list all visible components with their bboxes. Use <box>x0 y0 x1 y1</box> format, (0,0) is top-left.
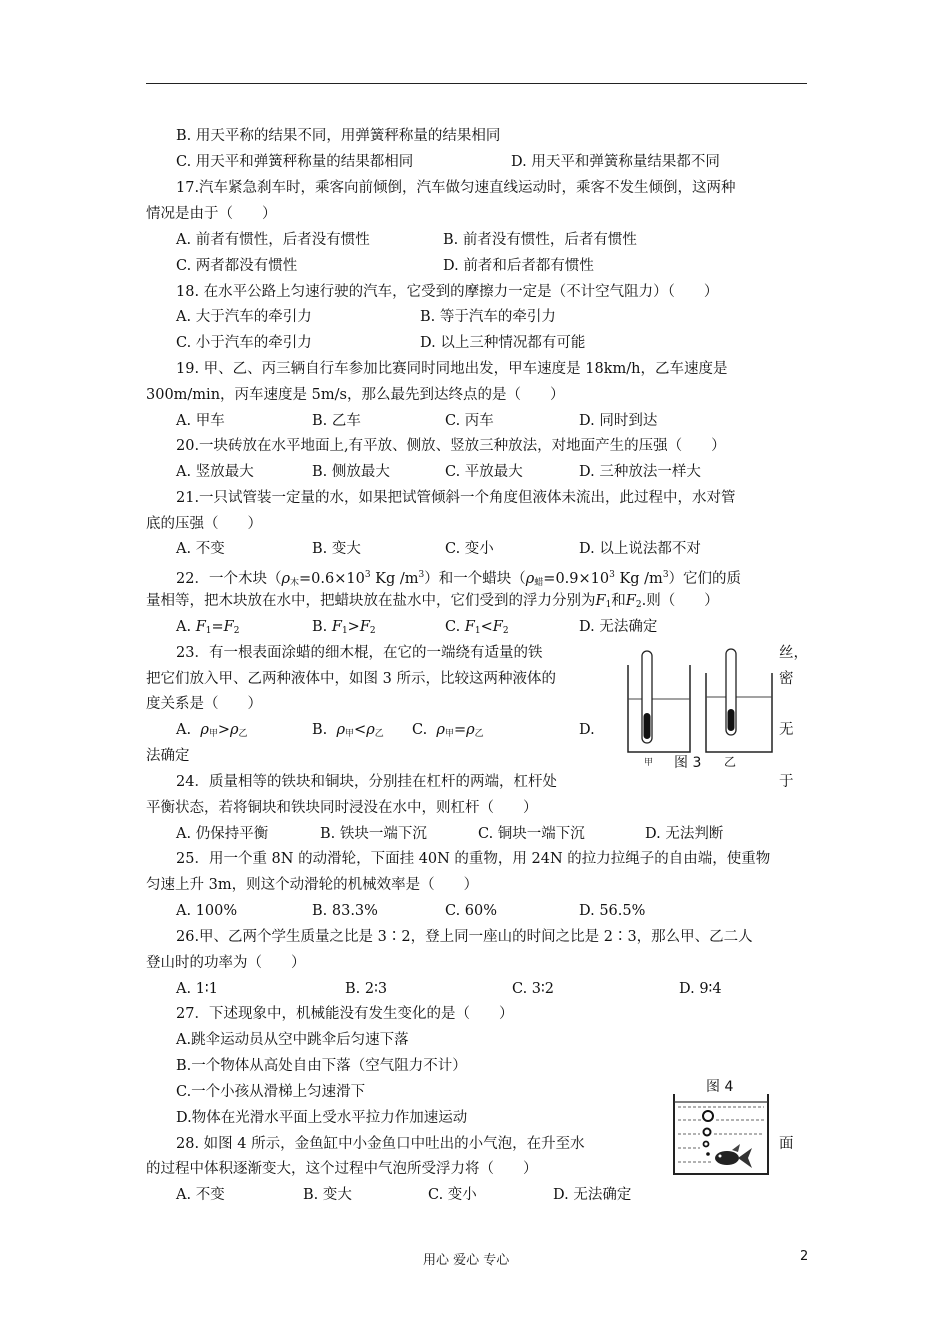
figure-3 <box>626 645 774 773</box>
q26-option-b: B. 2∶3 <box>345 981 388 997</box>
q28-option-c: C. 变小 <box>428 1187 477 1203</box>
q17-option-a: A. 前者有惯性，后者没有惯性 <box>176 232 370 248</box>
q21-option-c: C. 变小 <box>445 541 494 557</box>
q28-option-d: D. 无法确定 <box>553 1187 632 1203</box>
q23-stem-line3: 度关系是（ ） <box>146 696 262 712</box>
q16-option-c: C. 用天平和弹簧秤称量的结果都相同 <box>176 154 414 170</box>
q19-option-d: D. 同时到达 <box>579 413 658 429</box>
q23-option-c: C. $\rho_甲=\rho_乙$ <box>412 722 484 739</box>
q23-stem-line2: 把它们放入甲、乙两种液体中，如图 3 所示，比较这两种液体的 <box>146 671 556 687</box>
q18-option-a: A. 大于汽车的牵引力 <box>176 309 312 325</box>
q19-option-b: B. 乙车 <box>312 413 361 429</box>
q18-option-b: B. 等于汽车的牵引力 <box>420 309 556 325</box>
q27-option-a: A.跳伞运动员从空中跳伞后匀速下落 <box>176 1032 409 1048</box>
figure-4 <box>672 1076 772 1176</box>
q19-option-a: A. 甲车 <box>176 413 225 429</box>
q23-option-d-tail: 无 <box>779 722 794 738</box>
q20-option-a: A. 竖放最大 <box>176 464 254 480</box>
q18-option-d: D. 以上三种情况都有可能 <box>420 335 586 351</box>
q19-option-c: C. 丙车 <box>445 413 494 429</box>
q24-option-c: C. 铜块一端下沉 <box>478 826 585 842</box>
q22-option-a: A. $F_1=F_2$ <box>176 619 240 636</box>
q20-option-b: B. 侧放最大 <box>312 464 390 480</box>
figure-3-left-label: 甲 <box>644 758 654 768</box>
q24-stem-line2: 平衡状态，若将铜块和铁块同时浸没在水中，则杠杆（ ） <box>146 800 538 816</box>
q17-option-d: D. 前者和后者都有惯性 <box>443 258 594 274</box>
q21-stem-line1: 21.一只试管装一定量的水，如果把试管倾斜一个角度但液体未流出，此过程中，水对管 <box>176 490 736 506</box>
q19-stem-line2: 300m/min，丙车速度是 5m/s，那么最先到达终点的是（ ） <box>146 387 565 403</box>
q17-stem-line2: 情况是由于（ ） <box>146 206 277 222</box>
q17-option-b: B. 前者没有惯性，后者有惯性 <box>443 232 637 248</box>
q26-stem-line2: 登山时的功率为（ ） <box>146 955 306 971</box>
q26-stem-line1: 26.甲、乙两个学生质量之比是 3∶2，登上同一座山的时间之比是 2∶3，那么甲、乙二人 <box>176 929 753 945</box>
q24-stem-line1-tail: 于 <box>779 774 794 790</box>
q22-option-b: B. $F_1>F_2$ <box>312 619 376 636</box>
q22-stem-line1: 22．一个木块（$\rho_木=0.6\times 10^3$ Kg $/m^3$）和一个蜡块（$\rho_蜡=0.9\times 10^3$ Kg $/m^3$）它们的质 <box>176 570 742 588</box>
q20-option-d: D. 三种放法一样大 <box>579 464 701 480</box>
q24-stem-line1: 24．质量相等的铁块和铜块，分别挂在杠杆的两端，杠杆处 <box>176 774 557 790</box>
q23-stem-line1: 23．有一根表面涂蜡的细木棍，在它的一端绕有适量的铁 <box>176 645 543 661</box>
q23-option-b: B. $\rho_甲<\rho_乙$ <box>312 722 384 739</box>
q19-stem-line1: 19. 甲、乙、丙三辆自行车参加比赛同时同地出发，甲车速度是 18km/h，乙车速度是 <box>176 361 728 377</box>
q27-stem: 27．下述现象中，机械能没有发生变化的是（ ） <box>176 1006 514 1022</box>
fish-tank-drawing <box>672 1076 772 1176</box>
q21-option-d: D. 以上说法都不对 <box>579 541 701 557</box>
q20-option-c: C. 平放最大 <box>445 464 523 480</box>
q23-stem-line1-tail: 丝， <box>779 645 808 661</box>
q28-option-a: A. 不变 <box>176 1187 225 1203</box>
q16-option-b: B. 用天平称的结果不同，用弹簧秤称量的结果相同 <box>176 128 501 144</box>
page-number: 2 <box>800 1249 809 1264</box>
q22-option-d: D. 无法确定 <box>579 619 658 635</box>
header-rule <box>146 83 807 84</box>
q26-option-a: A. 1∶1 <box>176 981 218 997</box>
q28-stem-line1-tail: 面 <box>779 1136 794 1152</box>
q25-option-d: D. 56.5% <box>579 903 646 919</box>
q25-option-c: C. 60% <box>445 903 498 919</box>
q18-option-c: C. 小于汽车的牵引力 <box>176 335 312 351</box>
q16-option-d: D. 用天平和弹簧称量结果都不同 <box>511 154 720 170</box>
q18-stem: 18. 在水平公路上匀速行驶的汽车，它受到的摩擦力一定是（不计空气阻力）（ ） <box>176 284 719 300</box>
q28-stem-line2: 的过程中体积逐渐变大，这个过程中气泡所受浮力将（ ） <box>146 1161 538 1177</box>
q20-stem: 20.一块砖放在水平地面上,有平放、侧放、竖放三种放法，对地面产生的压强（ ） <box>176 438 726 454</box>
q23-stem-line2-tail: 密 <box>779 671 794 687</box>
q24-option-d: D. 无法判断 <box>645 826 724 842</box>
q26-option-c: C. 3∶2 <box>512 981 555 997</box>
q17-stem-line1: 17.汽车紧急刹车时，乘客向前倾倒，汽车做匀速直线运动时，乘客不发生倾倒，这两种 <box>176 180 736 196</box>
q24-option-a: A. 仍保持平衡 <box>176 826 269 842</box>
q25-stem-line1: 25．用一个重 8N 的动滑轮，下面挂 40N 的重物，用 24N 的拉力拉绳子的自由端，使重物 <box>176 851 771 867</box>
q28-option-b: B. 变大 <box>303 1187 352 1203</box>
q27-option-d: D.物体在光滑水平面上受水平拉力作加速运动 <box>176 1110 468 1126</box>
q25-option-a: A. 100% <box>176 903 238 919</box>
figure-3-right-label: 乙 <box>724 755 737 769</box>
q23-option-d-line2: 法确定 <box>146 748 190 764</box>
q22-stem-line2: 量相等，把木块放在水中，把蜡块放在盐水中，它们受到的浮力分别为$F_1$和$F_2$.则（ ） <box>146 593 719 610</box>
q24-option-b: B. 铁块一端下沉 <box>320 826 427 842</box>
q26-option-d: D. 9∶4 <box>679 981 722 997</box>
q27-option-c: C.一个小孩从滑梯上匀速滑下 <box>176 1084 366 1100</box>
q21-option-b: B. 变大 <box>312 541 361 557</box>
q25-option-b: B. 83.3% <box>312 903 378 919</box>
q23-option-d: D. <box>579 722 595 738</box>
q25-stem-line2: 匀速上升 3m，则这个动滑轮的机械效率是（ ） <box>146 877 479 893</box>
q22-option-c: C. $F_1<F_2$ <box>445 619 509 636</box>
q28-stem-line1: 28. 如图 4 所示，金鱼缸中小金鱼口中吐出的小气泡，在升至水 <box>176 1136 585 1152</box>
q27-option-b: B.一个物体从高处自由下落（空气阻力不计） <box>176 1058 467 1074</box>
figure-4-caption: 图 4 <box>706 1079 734 1095</box>
q17-option-c: C. 两者都没有惯性 <box>176 258 298 274</box>
q21-option-a: A. 不变 <box>176 541 225 557</box>
q23-option-a: A. $\rho_甲>\rho_乙$ <box>176 722 248 739</box>
q21-stem-line2: 底的压强（ ） <box>146 516 262 532</box>
figure-3-caption: 图 3 <box>674 755 702 771</box>
footer-slogan: 用心 爱心 专心 <box>423 1253 510 1268</box>
